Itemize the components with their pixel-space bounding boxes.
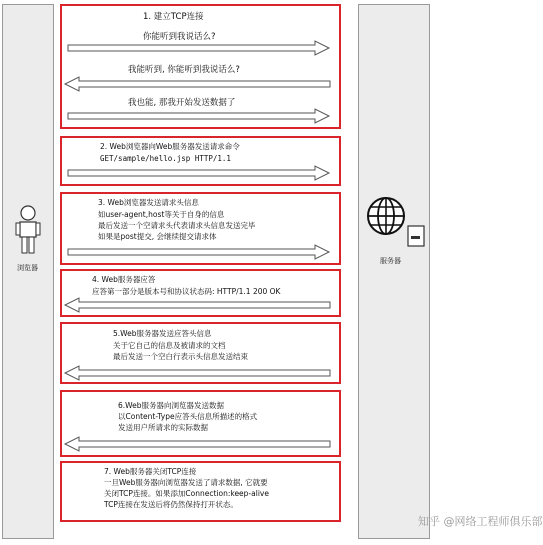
step-5-line-2: 最后发送一个空白行表示头信息发送结束 xyxy=(113,352,248,361)
step-7-line-1: 一旦Web服务器向浏览器发送了请求数据, 它就要 xyxy=(104,478,268,487)
arrow-left xyxy=(65,437,331,451)
step-6-line-1: 以Content-Type应答头信息所描述的格式 xyxy=(118,412,258,421)
arrow-left xyxy=(65,366,331,380)
step-7-line-2: 关闭TCP连接。如果添加Connection:keep-alive xyxy=(104,489,269,498)
arrow-right xyxy=(68,245,330,259)
step-4-line-1: 应答第一部分是版本号和协议状态码: HTTP/1.1 200 OK xyxy=(92,287,281,296)
step-6-line-2: 发送用户所请求的实际数据 xyxy=(118,423,208,432)
step-1-line-2: 我能听到, 你能听到我说话么? xyxy=(128,65,240,75)
step-6-title: 6.Web服务器向浏览器发送数据 xyxy=(118,401,225,410)
server-label: 服务器 xyxy=(380,257,401,265)
step-5-line-1: 关于它自己的信息及被请求的文档 xyxy=(113,341,226,350)
person-icon xyxy=(14,205,42,255)
step-1-title: 1. 建立TCP连接 xyxy=(143,12,204,22)
server-column xyxy=(358,4,430,539)
step-3-line-2: 最后发送一个空请求头代表请求头信息发送完毕 xyxy=(98,221,256,230)
arrow-right xyxy=(68,41,330,55)
arrow-right xyxy=(68,109,330,123)
step-2-title: 2. Web浏览器向Web服务器发送请求命令 xyxy=(100,142,240,151)
globe-server-icon xyxy=(366,196,428,248)
step-3-line-1: 如user-agent,host等关于自身的信息 xyxy=(98,210,225,219)
step-7-line-3: TCP连接在发送后将仍然保持打开状态。 xyxy=(104,500,238,509)
step-3-title: 3. Web浏览器发送请求头信息 xyxy=(98,198,199,207)
step-2-line-1: GET/sample/hello.jsp HTTP/1.1 xyxy=(100,154,231,163)
arrow-right xyxy=(68,166,330,180)
step-5-title: 5.Web服务器发送应答头信息 xyxy=(113,329,212,338)
arrow-left xyxy=(65,77,331,91)
step-4-title: 4. Web服务器应答 xyxy=(92,275,156,284)
browser-label: 浏览器 xyxy=(17,264,38,272)
arrow-left xyxy=(65,298,331,312)
step-1-line-3: 我也能, 那我开始发送数据了 xyxy=(128,98,236,108)
step-7-title: 7. Web服务器关闭TCP连接 xyxy=(104,467,197,476)
step-3-line-3: 如果是post提交, 会继续提交请求体 xyxy=(98,232,217,241)
watermark: 知乎 @网络工程师俱乐部 xyxy=(418,515,543,528)
step-1-line-1: 你能听到我说话么? xyxy=(143,32,216,42)
